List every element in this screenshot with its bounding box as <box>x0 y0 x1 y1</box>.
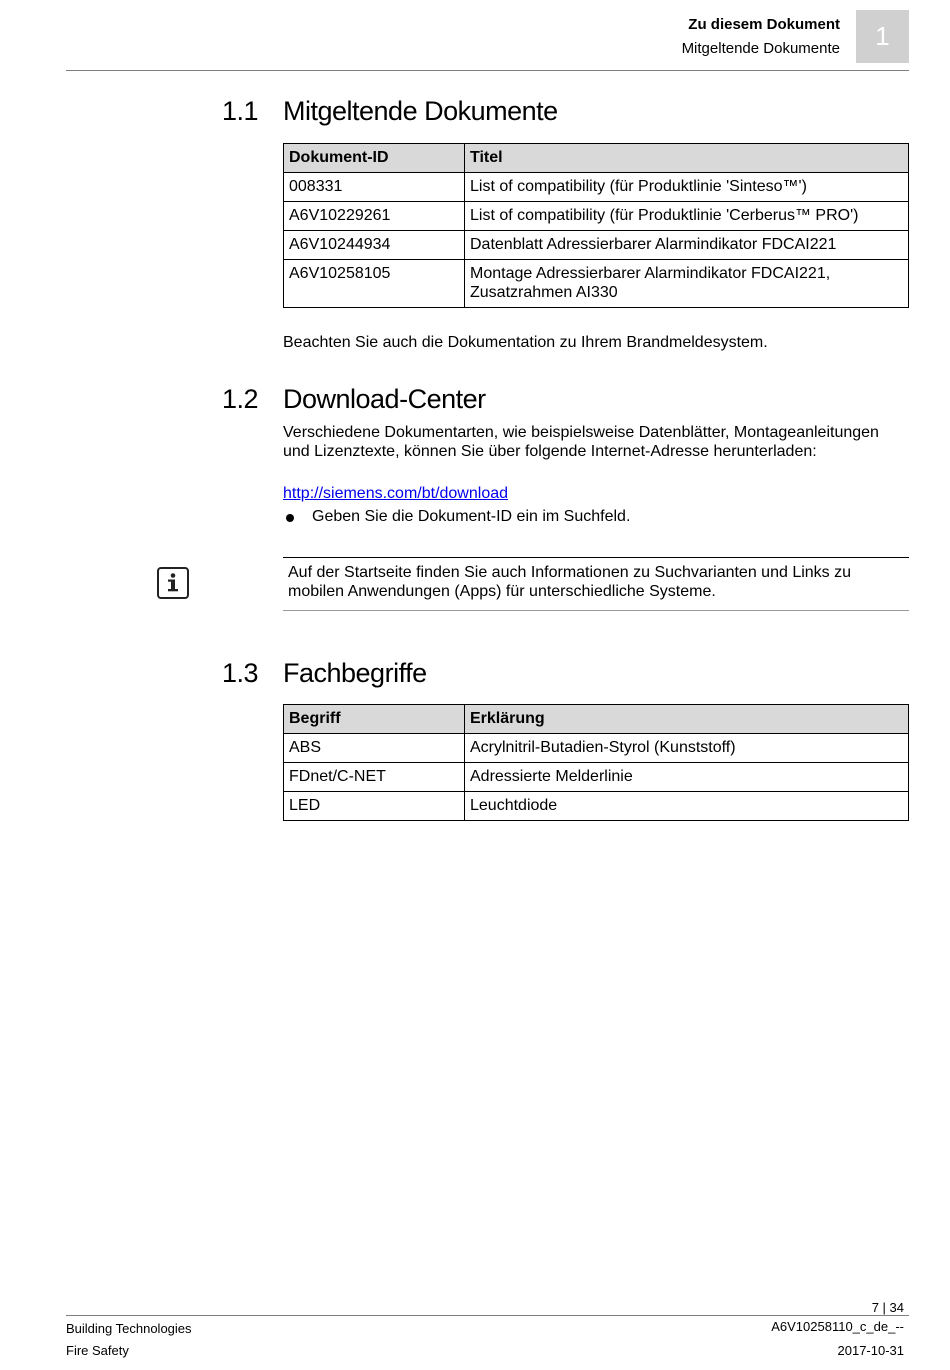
term-cell: LED <box>284 792 465 821</box>
footer-date: 2017-10-31 <box>837 1343 904 1358</box>
document-id-cell: A6V10229261 <box>284 202 465 231</box>
column-header-term: Begriff <box>284 705 465 734</box>
document-id-cell: A6V10244934 <box>284 231 465 260</box>
table-header-row <box>284 144 909 173</box>
header-divider <box>66 70 909 71</box>
documentation-note: Beachten Sie auch die Dokumentation zu Ihrem Brandmeldesystem. <box>283 334 768 351</box>
document-id-cell: 008331 <box>284 173 465 202</box>
table-row <box>284 231 909 260</box>
column-header-title: Titel <box>465 144 909 173</box>
section-title: Mitgeltende Dokumente <box>681 40 840 57</box>
document-id-cell: A6V10258105 <box>284 260 465 308</box>
table-row <box>284 734 909 763</box>
document-title-cell: List of compatibility (für Produktlinie 'Sinteso™') <box>465 173 909 202</box>
bullet-instruction: Geben Sie die Dokument-ID ein im Suchfeld. <box>312 508 631 525</box>
section-1-3-heading: Fachbegriffe <box>283 658 427 688</box>
info-bottom-rule <box>283 610 909 611</box>
download-link[interactable]: http://siemens.com/bt/download <box>283 485 509 502</box>
info-top-rule <box>283 557 909 558</box>
explanation-cell: Adressierte Melderlinie <box>465 763 909 792</box>
section-1-1-number: 1.1 <box>222 96 259 126</box>
table-row <box>284 763 909 792</box>
document-title-cell: List of compatibility (für Produktlinie 'Cerberus™ PRO') <box>465 202 909 231</box>
section-1-2-heading: Download-Center <box>283 384 486 414</box>
document-title-cell: Montage Adressierbarer Alarmindikator FDCAI221, Zusatzrahmen AI330 <box>465 260 909 308</box>
section-1-2-number: 1.2 <box>222 384 259 414</box>
term-cell: FDnet/C-NET <box>284 763 465 792</box>
table-row <box>284 792 909 821</box>
section-1-1-heading: Mitgeltende Dokumente <box>283 96 558 126</box>
column-header-document-id: Dokument-ID <box>284 144 465 173</box>
column-header-explanation: Erklärung <box>465 705 909 734</box>
explanation-cell: Leuchtdiode <box>465 792 909 821</box>
chapter-title: Zu diesem Dokument <box>688 16 840 33</box>
table-row <box>284 173 909 202</box>
explanation-cell: Acrylnitril-Butadien-Styrol (Kunststoff) <box>465 734 909 763</box>
table-header-row <box>284 705 909 734</box>
footer-document-id: A6V10258110_c_de_-- <box>771 1319 904 1334</box>
page-number: 7 | 34 <box>871 1300 904 1315</box>
footer-divider <box>66 1315 909 1316</box>
section-1-3-number: 1.3 <box>222 658 259 688</box>
table-row <box>284 260 909 308</box>
bullet-icon <box>286 514 294 522</box>
documents-table <box>283 143 909 308</box>
glossary-table <box>283 704 909 821</box>
footer-company: Building Technologies <box>66 1321 192 1336</box>
table-row <box>284 202 909 231</box>
term-cell: ABS <box>284 734 465 763</box>
chapter-number-badge: 1 <box>856 10 909 63</box>
info-note: Auf der Startseite finden Sie auch Informationen zu Suchvarianten und Links zu mobilen Anwendungen (Apps) für unterschiedliche Systeme. <box>288 564 852 600</box>
info-icon <box>157 567 189 599</box>
footer-division: Fire Safety <box>66 1343 129 1358</box>
download-paragraph: Verschiedene Dokumentarten, wie beispielsweise Datenblätter, Montageanleitungen und Lizenztexte, können Sie über folgende Internet-Adresse herunterladen: <box>283 424 879 460</box>
document-title-cell: Datenblatt Adressierbarer Alarmindikator FDCAI221 <box>465 231 909 260</box>
